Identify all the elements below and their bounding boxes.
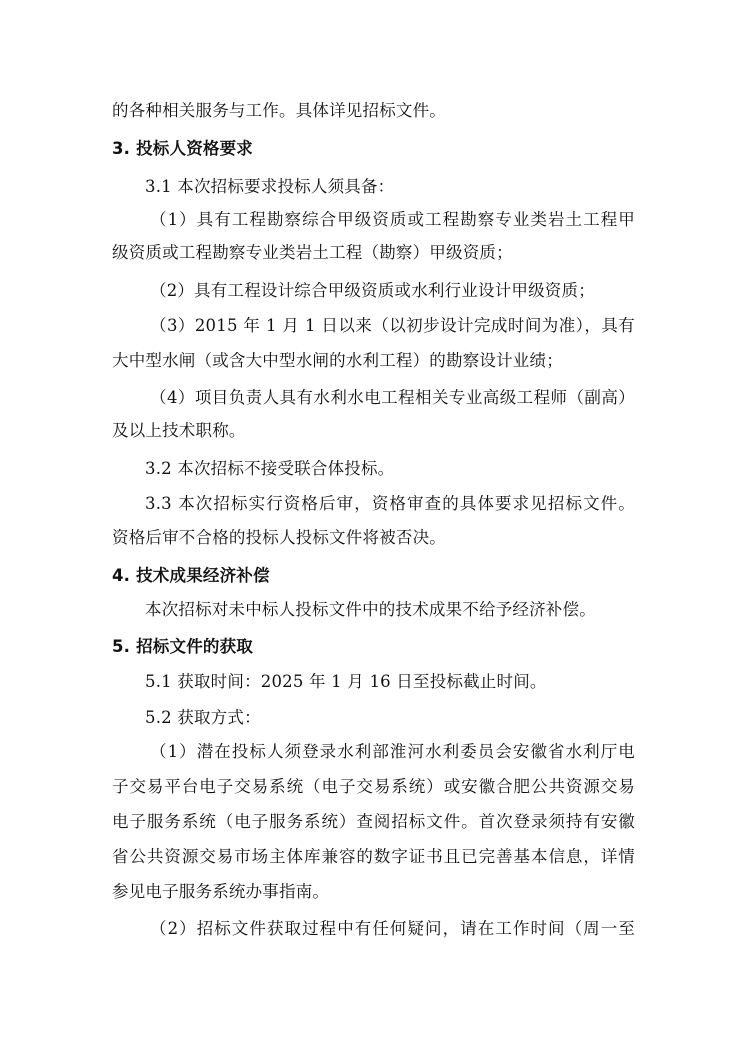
section-4-heading: 4. 技术成果经济补偿 (112, 566, 270, 585)
paragraph-5-2: 5.2 获取方式： (145, 708, 261, 727)
item-5-2-1-line-5: 参见电子服务系统办事指南。 (112, 882, 330, 901)
section-5-heading: 5. 招标文件的获取 (112, 637, 253, 656)
item-5-2-1-line-3: 电子服务系统（电子服务系统）查阅招标文件。首次登录须持有安徽 (112, 812, 635, 831)
paragraph-4-1: 本次招标对未中标人投标文件中的技术成果不给予经济补偿。 (145, 600, 596, 619)
item-5-2-2-line-1: （2）招标文件获取过程中有任何疑问，请在工作时间（周一至 (150, 919, 635, 938)
item-3-1-2: （2）具有工程设计综合甲级资质或水利行业设计甲级资质； (150, 281, 595, 300)
item-3-1-3-line-2: 大中型水闸（或含大中型水闸的水利工程）的勘察设计业绩； (112, 351, 563, 370)
paragraph-3-1: 3.1 本次招标要求投标人须具备： (145, 177, 395, 196)
paragraph-3-3-line-2: 资格后审不合格的投标人投标文件将被否决。 (112, 528, 446, 547)
item-3-1-3-line-1: （3）2015 年 1 月 1 日以来（以初步设计完成时间为准），具有 (150, 316, 635, 335)
paragraph-3-3-line-1: 3.3 本次招标实行资格后审，资格审查的具体要求见招标文件。 (145, 494, 635, 513)
item-5-2-1-line-2: 子交易平台电子交易系统（电子交易系统）或安徽合肥公共资源交易 (112, 777, 635, 796)
item-3-1-1-line-1: （1）具有工程勘察综合甲级资质或工程勘察专业类岩土工程甲 (150, 210, 635, 229)
paragraph-3-2: 3.2 本次招标不接受联合体投标。 (145, 459, 395, 478)
item-3-1-4-line-1: （4）项目负责人具有水利水电工程相关专业高级工程师（副高） (150, 388, 635, 407)
item-3-1-1-line-2: 级资质或工程勘察专业类岩土工程（勘察）甲级资质； (112, 243, 513, 262)
paragraph-5-1: 5.1 获取时间：2025 年 1 月 16 日至投标截止时间。 (145, 672, 547, 691)
item-5-2-1-line-4: 省公共资源交易市场主体库兼容的数字证书且已完善基本信息，详情 (112, 847, 635, 866)
continuation-text: 的各种相关服务与工作。具体详见招标文件。 (112, 101, 446, 120)
item-3-1-4-line-2: 及以上技术职称。 (112, 421, 246, 440)
item-5-2-1-line-1: （1）潜在投标人须登录水利部淮河水利委员会安徽省水利厅电 (150, 742, 635, 761)
section-3-heading: 3. 投标人资格要求 (112, 139, 253, 158)
